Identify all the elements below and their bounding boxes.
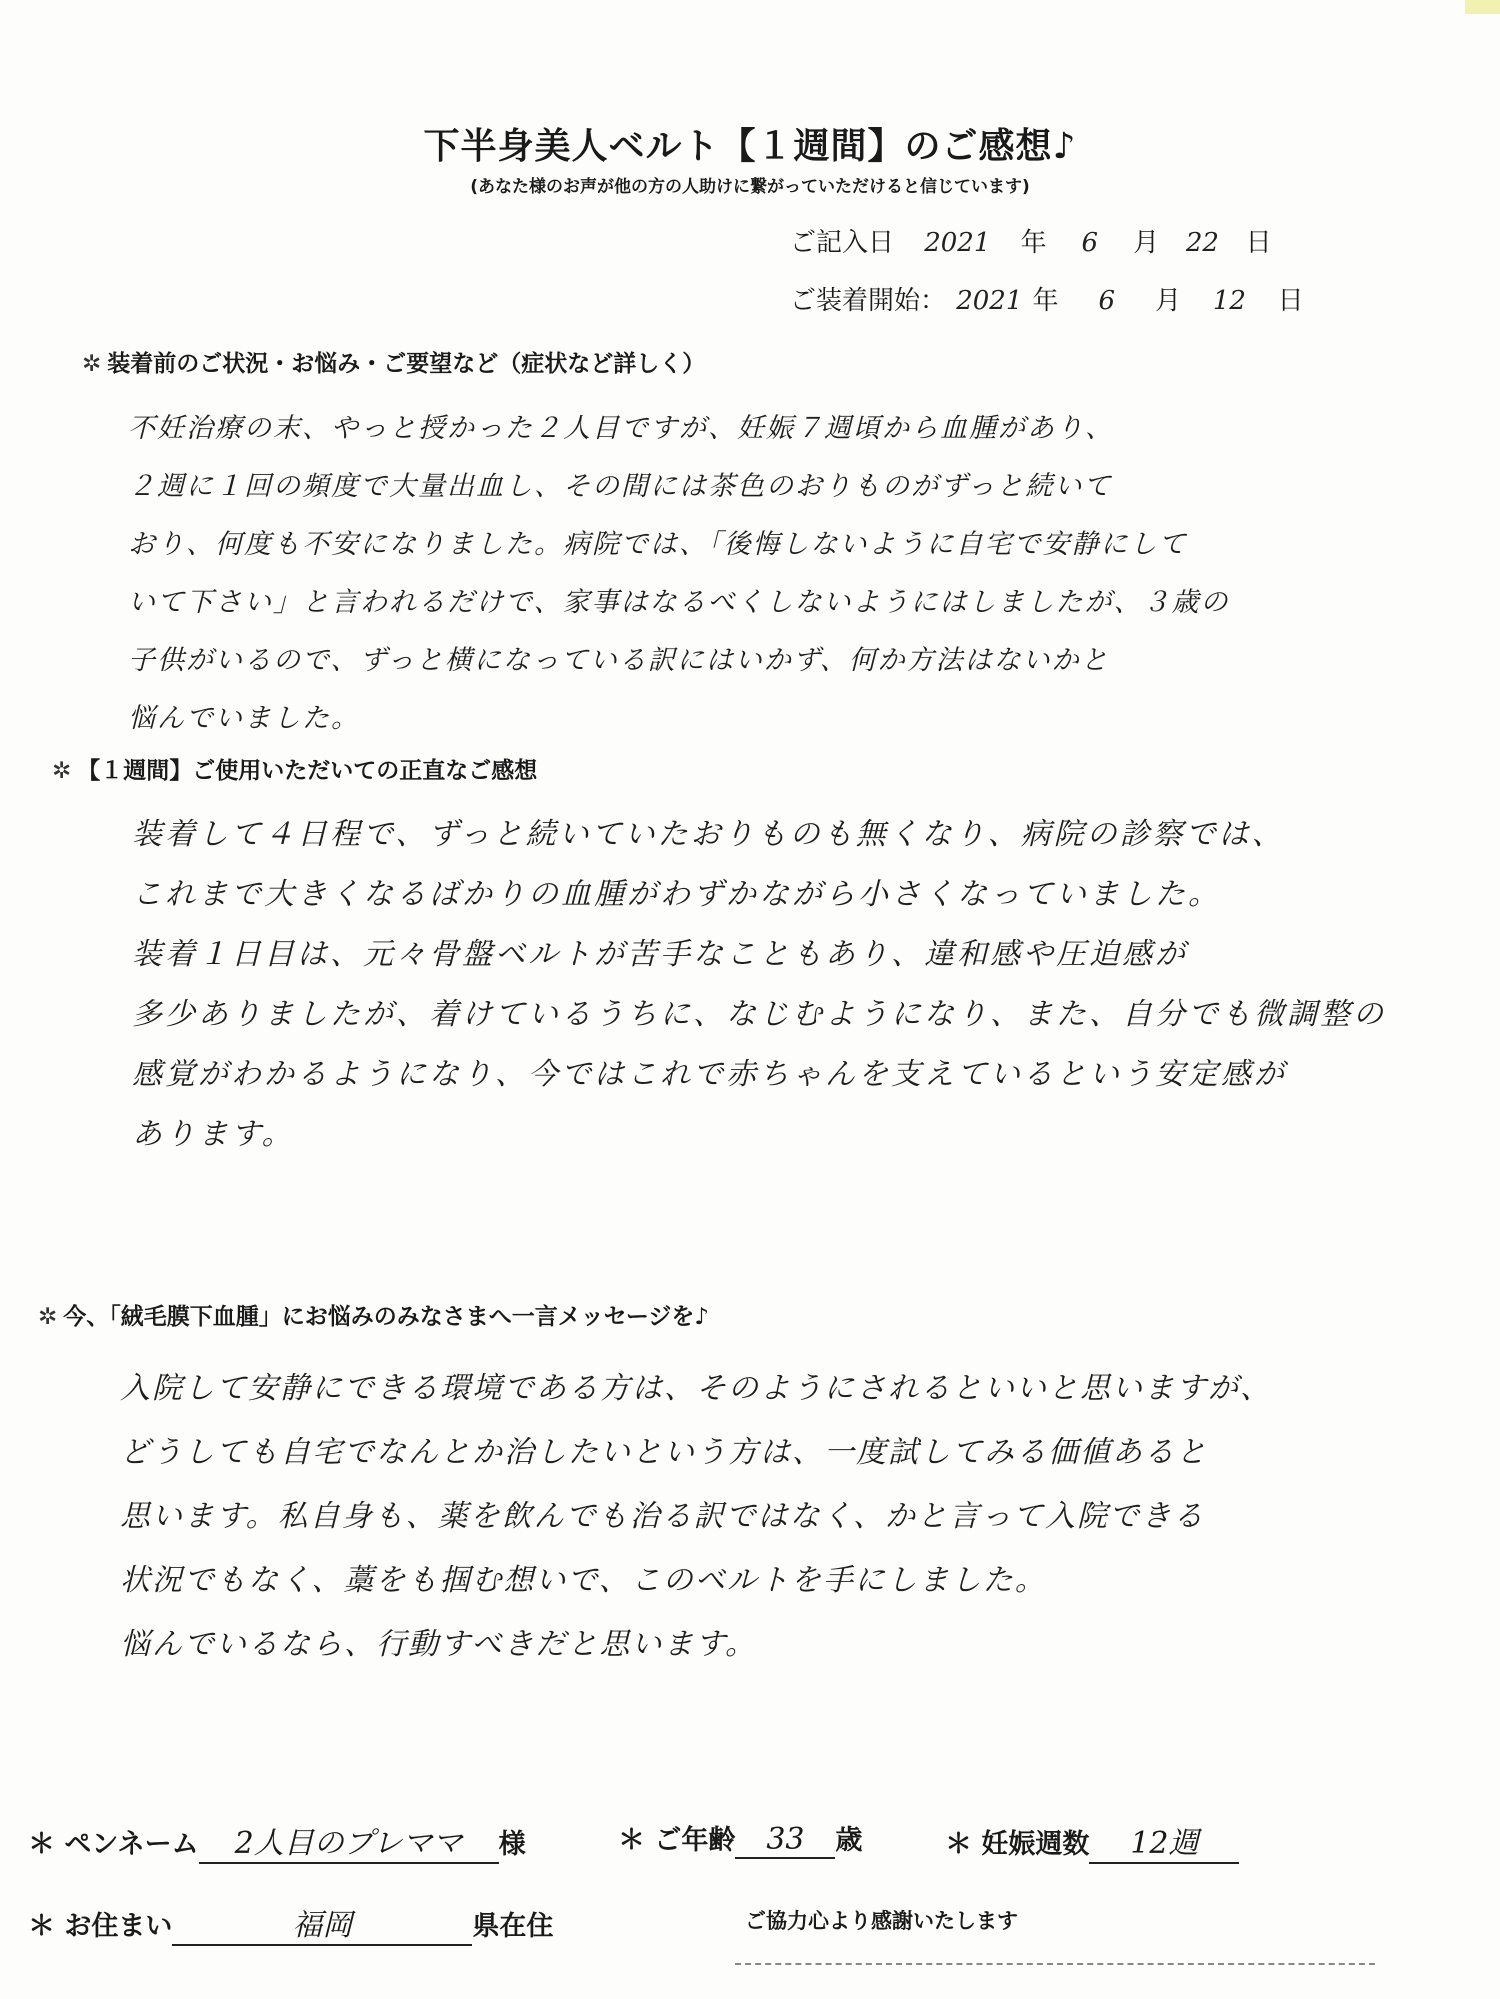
age-label: ご年齢 [654,1825,736,1856]
section2-heading-text: 【１週間】ご使用いただいての正直なご感想 [77,758,538,784]
asterisk-icon: ＊ [945,1829,972,1860]
handwritten-line: 子供がいるので、ずっと横になっている訳にはいかず、何か方法はないかと [128,645,1110,676]
handwritten-line: 悩んでいるなら、行動すべきだと思います。 [120,1627,757,1662]
age-row [618,1818,862,1859]
entry-year: 2021 [924,228,991,258]
address-label: お住まい [64,1911,173,1942]
address-row [28,1900,553,1946]
handwritten-line: どうしても自宅でなんとか治したいという方は、一度試してみる価値あると [120,1435,1208,1470]
page-title: 下半身美人ベルト【１週間】のご感想♪ [423,126,1077,167]
flower-icon: ✲ [82,351,102,377]
asterisk-icon: ＊ [618,1825,645,1856]
handwritten-line: おり、何度も不安になりました。病院では、「後悔しないように自宅で安静にして [128,529,1188,560]
day-unit: 日 [1245,228,1272,258]
section2-body [132,805,1386,1165]
flower-icon: ✲ [52,758,72,784]
address-value: 福岡 [172,1900,472,1946]
weeks-row [945,1818,1239,1864]
entry-month: 6 [1081,228,1099,258]
handwritten-line: 不妊治療の末、やっと授かった２人目ですが、妊娠７週頃から血腫があり、 [128,413,1114,444]
section3-heading [38,1298,709,1331]
start-year: 2021 [956,286,1023,316]
address-suffix: 県在住 [472,1911,554,1942]
entry-day: 22 [1185,228,1219,258]
handwritten-line: これまで大きくなるばかりの血腫がわずかながら小さくなっていました。 [132,877,1221,912]
entry-date-row [790,222,1272,259]
penname-label: ペンネーム [64,1829,199,1860]
handwritten-line: 装着して４日程で、ずっと続いていたおりものも無くなり、病院の診察では、 [132,817,1285,852]
section3-body [120,1357,1272,1677]
age-value: 33 [735,1822,835,1859]
year-unit: 年 [1032,286,1059,316]
section1-heading [82,345,705,378]
section3-heading-text: 今、「絨毛膜下血腫」にお悩みのみなさまへ一言メッセージを♪ [63,1304,710,1330]
handwritten-line: 状況でもなく、藁をも掴む想いで、このベルトを手にしました。 [120,1563,1047,1598]
handwritten-line: 入院して安静にできる環境である方は、そのようにされるといいと思いますが、 [120,1371,1272,1406]
penname-row [28,1818,526,1864]
start-month: 6 [1098,286,1116,316]
asterisk-icon: ＊ [28,1911,55,1942]
weeks-value: 12週 [1089,1818,1239,1864]
handwritten-line: あります。 [132,1117,295,1152]
section1-body [128,400,1229,748]
penname-suffix: 様 [498,1829,526,1860]
handwritten-line: 感覚がわかるようになり、今ではこれで赤ちゃんを支えているという安定感が [132,1057,1287,1092]
start-date-label: ご装着開始： [790,286,947,316]
handwritten-line: 多少ありましたが、着けているうちに、なじむようになり、また、自分でも微調整の [132,997,1386,1032]
thanks-text: ご協力心より感謝いたします [745,1909,1018,1933]
month-unit: 月 [1155,286,1182,316]
weeks-label: 妊娠週数 [981,1829,1090,1860]
flower-icon: ✲ [38,1304,58,1330]
paper-corner [1465,0,1500,14]
start-day: 12 [1212,286,1246,316]
start-date-row [790,280,1304,317]
page-subtitle: (あなた様のお声が他の方の人助けに繋がっていただけると信じています) [470,177,1030,197]
handwritten-line: ２週に１回の頻度で大量出血し、その間には茶色のおりものがずっと続いて [128,471,1113,502]
entry-date-label: ご記入日 [790,228,895,258]
handwritten-line: 悩んでいました。 [128,703,360,734]
handwritten-line: いて下さい」と言われるだけで、家事はなるべくしないようにはしましたが、３歳の [128,587,1230,618]
day-unit: 日 [1277,286,1304,316]
year-unit: 年 [1020,228,1047,258]
cut-line-divider [735,1963,1375,1965]
asterisk-icon: ＊ [28,1829,55,1860]
handwritten-line: 装着１日目は、元々骨盤ベルトが苦手なこともあり、違和感や圧迫感が [132,937,1188,972]
handwritten-line: 思います。私自身も、薬を飲んでも治る訳ではなく、かと言って入院できる [120,1499,1205,1534]
section2-heading [52,752,537,785]
month-unit: 月 [1133,228,1160,258]
section1-heading-text: 装着前のご状況・お悩み・ご要望など（症状など詳しく） [107,351,706,377]
age-unit: 歳 [835,1825,863,1856]
penname-value: 2人目のプレママ [199,1818,499,1864]
